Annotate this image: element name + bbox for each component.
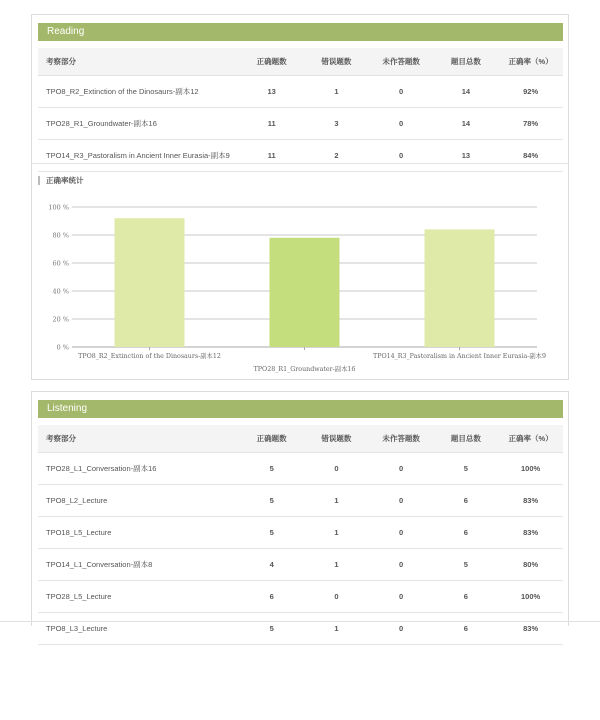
row-name: TPO8_R2_Extinction of the Dinosaurs-副本12 xyxy=(38,76,239,108)
header-section: 考察部分 xyxy=(38,48,239,76)
table-row xyxy=(38,485,563,517)
row-rate: 100% xyxy=(498,581,563,613)
bar xyxy=(115,218,185,347)
accuracy-chart xyxy=(32,185,568,380)
row-total: 5 xyxy=(434,549,499,581)
row-total: 13 xyxy=(434,140,499,172)
row-wrong: 1 xyxy=(304,485,369,517)
table-header-row xyxy=(38,425,563,453)
row-wrong: 2 xyxy=(304,140,369,172)
row-rate: 92% xyxy=(498,76,563,108)
header-rate: 正确率（%） xyxy=(498,425,563,453)
header-section: 考察部分 xyxy=(38,425,239,453)
header-rate: 正确率（%） xyxy=(498,48,563,76)
y-tick-label: 100 % xyxy=(48,203,69,212)
row-correct: 6 xyxy=(239,581,304,613)
row-correct: 5 xyxy=(239,453,304,485)
x-tick-label: TPO28_R1_Groundwater-副本16 xyxy=(253,366,356,373)
row-total: 6 xyxy=(434,517,499,549)
table-row xyxy=(38,76,563,108)
row-correct: 5 xyxy=(239,517,304,549)
row-wrong: 0 xyxy=(304,581,369,613)
reading-panel xyxy=(31,14,569,380)
row-wrong: 1 xyxy=(304,517,369,549)
row-unanswered: 0 xyxy=(369,549,434,581)
x-tick-label: TPO8_R2_Extinction of the Dinosaurs-副本12 xyxy=(78,353,221,360)
row-unanswered: 0 xyxy=(369,76,434,108)
table-row xyxy=(38,613,563,645)
reading-table xyxy=(38,48,563,172)
row-unanswered: 0 xyxy=(369,581,434,613)
listening-panel xyxy=(31,391,569,633)
header-total: 题目总数 xyxy=(434,425,499,453)
y-tick-label: 80 % xyxy=(52,231,69,240)
row-unanswered: 0 xyxy=(369,485,434,517)
row-wrong: 0 xyxy=(304,453,369,485)
y-tick-label: 0 % xyxy=(56,343,69,352)
listening-table xyxy=(38,425,563,645)
page-bottom-rule xyxy=(0,621,600,622)
row-unanswered: 0 xyxy=(369,517,434,549)
row-total: 6 xyxy=(434,581,499,613)
table-row xyxy=(38,108,563,140)
table-row xyxy=(38,549,563,581)
row-name: TPO8_L2_Lecture xyxy=(38,485,239,517)
header-wrong: 错误题数 xyxy=(304,48,369,76)
row-correct: 11 xyxy=(239,108,304,140)
row-wrong: 1 xyxy=(304,549,369,581)
row-name: TPO28_L1_Conversation-副本16 xyxy=(38,453,239,485)
row-unanswered: 0 xyxy=(369,613,434,645)
row-rate: 80% xyxy=(498,549,563,581)
row-name: TPO28_R1_Groundwater-副本16 xyxy=(38,108,239,140)
listening-header: Listening xyxy=(38,400,563,418)
row-correct: 5 xyxy=(239,485,304,517)
table-row xyxy=(38,517,563,549)
bar xyxy=(425,229,495,347)
reading-header: Reading xyxy=(38,23,563,41)
x-tick-label: TPO14_R3_Pastoralism in Ancient Inner Eurasia-副本9 xyxy=(373,353,546,360)
table-row xyxy=(38,453,563,485)
row-wrong: 3 xyxy=(304,108,369,140)
row-total: 6 xyxy=(434,613,499,645)
y-tick-label: 20 % xyxy=(52,315,69,324)
row-correct: 11 xyxy=(239,140,304,172)
row-rate: 100% xyxy=(498,453,563,485)
table-row xyxy=(38,140,563,172)
row-correct: 4 xyxy=(239,549,304,581)
row-name: TPO14_L1_Conversation-副本8 xyxy=(38,549,239,581)
row-rate: 83% xyxy=(498,517,563,549)
header-unanswered: 未作答题数 xyxy=(369,425,434,453)
row-total: 14 xyxy=(434,76,499,108)
row-name: TPO14_R3_Pastoralism in Ancient Inner Eurasia-副本9 xyxy=(38,140,239,172)
header-unanswered: 未作答题数 xyxy=(369,48,434,76)
row-rate: 83% xyxy=(498,485,563,517)
row-name: TPO28_L5_Lecture xyxy=(38,581,239,613)
row-total: 14 xyxy=(434,108,499,140)
row-rate: 83% xyxy=(498,613,563,645)
row-wrong: 1 xyxy=(304,76,369,108)
section-divider xyxy=(32,163,568,164)
table-header-row xyxy=(38,48,563,76)
row-name: TPO8_L3_Lecture xyxy=(38,613,239,645)
row-rate: 84% xyxy=(498,140,563,172)
row-name: TPO18_L5_Lecture xyxy=(38,517,239,549)
chart-title: 正确率统计 xyxy=(38,176,84,185)
row-rate: 78% xyxy=(498,108,563,140)
header-total: 题目总数 xyxy=(434,48,499,76)
row-unanswered: 0 xyxy=(369,140,434,172)
row-total: 6 xyxy=(434,485,499,517)
row-correct: 13 xyxy=(239,76,304,108)
row-wrong: 1 xyxy=(304,613,369,645)
header-correct: 正确题数 xyxy=(239,48,304,76)
header-correct: 正确题数 xyxy=(239,425,304,453)
y-tick-label: 40 % xyxy=(52,287,69,296)
bar xyxy=(270,238,340,347)
table-row xyxy=(38,581,563,613)
row-unanswered: 0 xyxy=(369,108,434,140)
row-unanswered: 0 xyxy=(369,453,434,485)
y-tick-label: 60 % xyxy=(52,259,69,268)
header-wrong: 错误题数 xyxy=(304,425,369,453)
row-total: 5 xyxy=(434,453,499,485)
row-correct: 5 xyxy=(239,613,304,645)
